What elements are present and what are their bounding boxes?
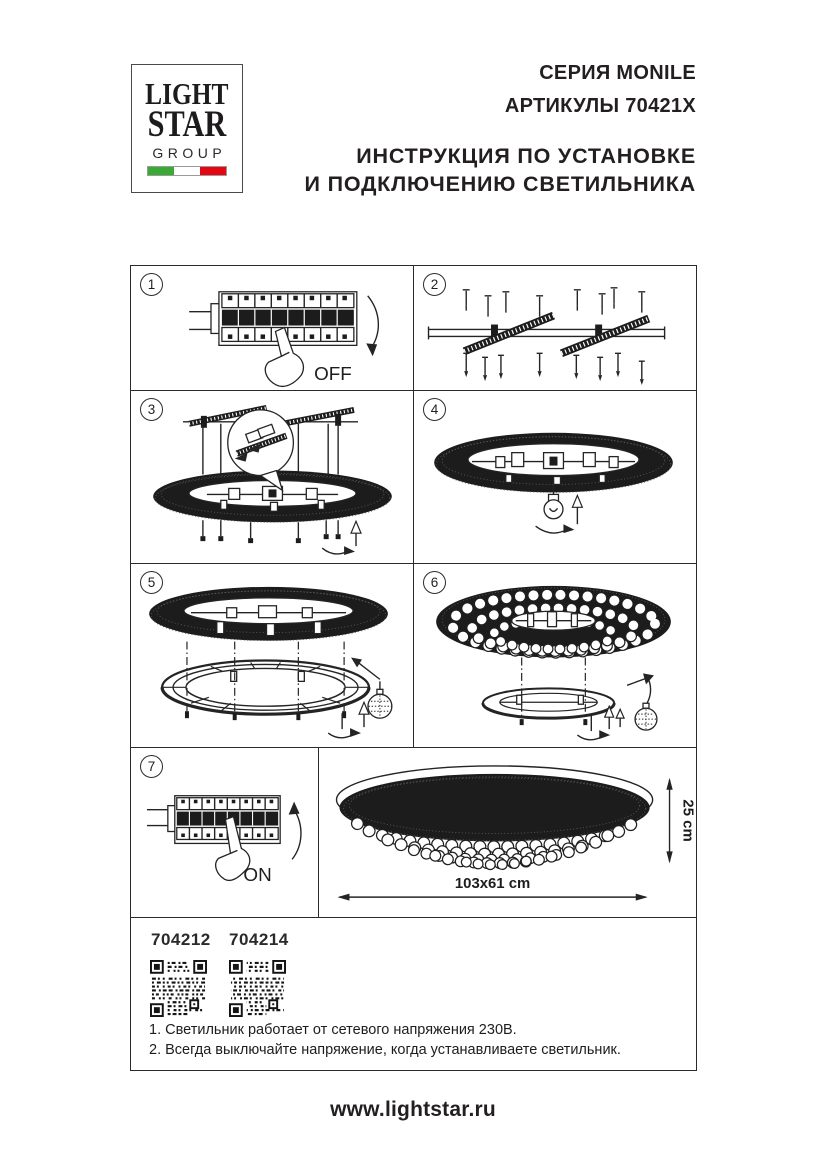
qr-code-704214 — [229, 960, 286, 1017]
screw-icon — [577, 715, 610, 740]
anchors-icons — [463, 288, 646, 317]
instruction-title-line1: ИНСТРУКЦИЯ ПО УСТАНОВКЕ — [356, 144, 696, 168]
on-label: ON — [243, 865, 272, 887]
website-url: www.lightstar.ru — [330, 1098, 496, 1121]
height-dimension-label: 25 cm — [679, 799, 696, 842]
up-arrow-icon — [572, 495, 582, 524]
step-2-number-badge: 2 — [423, 273, 446, 296]
crystal-ring-diagram — [414, 564, 696, 747]
breaker-panel-icon — [189, 292, 357, 346]
ceiling-light-icon — [337, 766, 653, 865]
step-4-number-badge: 4 — [423, 398, 446, 421]
step-2-panel — [414, 266, 697, 391]
logo-word-group: GROUP — [152, 145, 227, 162]
articles-title: АРТИКУЛЫ 70421X — [504, 95, 696, 117]
step-7-panel — [131, 748, 319, 918]
lower-frame-icon — [162, 660, 369, 714]
up-arrow-icon — [351, 521, 361, 546]
arrow-up-icon — [289, 802, 301, 860]
article-code-704212: 704212 — [151, 930, 211, 949]
note-switch-off: 2. Всегда выключайте напряжение, когда устанавливаете светильник. — [149, 1042, 621, 1058]
note-power-voltage: 1. Светильник работает от сетевого напряжения 230В. — [149, 1022, 517, 1038]
attach-frame-diagram — [131, 564, 413, 747]
fixing-screws — [200, 520, 340, 543]
step-5-panel — [131, 564, 414, 748]
step-4-panel — [414, 391, 697, 564]
qr-code-704212 — [150, 960, 207, 1017]
hang-fixture-diagram — [131, 391, 413, 563]
steps-table — [130, 265, 697, 1071]
step-7-number-badge: 7 — [140, 755, 163, 778]
mounting-bracket-diagram — [414, 266, 696, 390]
lightstar-logo — [131, 64, 243, 193]
rotate-arrow-icon — [536, 524, 575, 533]
install-bulb-diagram — [414, 391, 696, 563]
crystal-ring-icon — [436, 586, 671, 658]
article-code-704214: 704214 — [229, 930, 289, 949]
inner-ring-icon — [483, 688, 614, 718]
breaker-panel-icon — [147, 796, 280, 844]
connector-rods — [520, 657, 588, 725]
ring-body-icon — [149, 587, 388, 641]
height-dimension — [666, 778, 695, 863]
arrow-down-icon — [366, 296, 378, 357]
step-1-number-badge: 1 — [140, 273, 163, 296]
width-dimension-label: 103x61 cm — [454, 876, 531, 893]
rotate-arrow-icon — [322, 546, 355, 555]
mounting-rail-icon — [429, 316, 665, 354]
step-1-panel — [131, 266, 414, 391]
width-dimension — [338, 876, 648, 900]
step-3-number-badge: 3 — [140, 398, 163, 421]
italian-flag-icon — [147, 166, 227, 176]
instruction-title-line2: И ПОДКЛЮЧЕНИЮ СВЕТИЛЬНИКА — [304, 172, 696, 196]
instruction-title-block — [305, 142, 696, 198]
series-title-block — [505, 57, 696, 123]
up-arrow-icon — [605, 706, 624, 729]
step-5-number-badge: 5 — [140, 571, 163, 594]
product-dimensions-panel — [319, 748, 697, 918]
step-6-panel — [414, 564, 697, 748]
breaker-off-diagram — [131, 266, 413, 390]
off-label: OFF — [314, 363, 352, 385]
info-panel — [131, 918, 697, 1071]
logo-word-light: LIGHT — [145, 75, 229, 111]
step-3-panel — [131, 391, 414, 564]
crystal-ball-icon — [627, 673, 657, 730]
product-drawing — [319, 748, 696, 917]
screws-icons — [463, 353, 645, 385]
logo-word-star: STAR — [147, 104, 227, 146]
step-6-number-badge: 6 — [423, 571, 446, 594]
series-title: СЕРИЯ MONILE — [539, 62, 696, 84]
